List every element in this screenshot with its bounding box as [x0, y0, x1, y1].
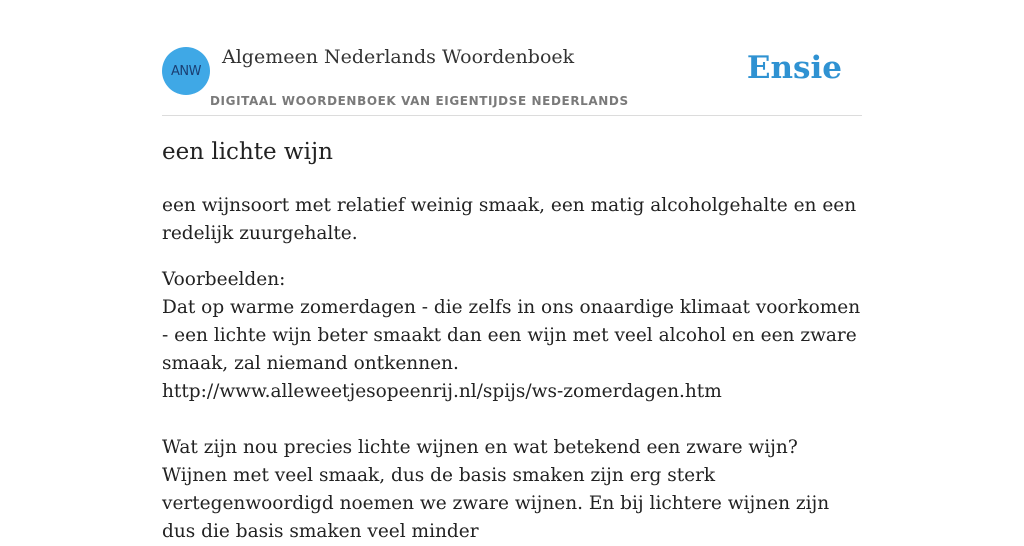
- source-subtitle: DIGITAAL WOORDENBOEK VAN EIGENTIJDSE NEDERLANDS: [210, 94, 629, 108]
- entry-content: [162, 192, 862, 546]
- entry-definition: een wijnsoort met relatief weinig smaak, een matig alcoholgehalte en een redelijk zuurgehalte.: [162, 195, 857, 244]
- examples-section: [162, 266, 862, 406]
- example-text: Dat op warme zomerdagen - die zelfs in ons onaardige klimaat voorkomen - een lichte wijn beter smaakt dan een wijn met veel alcohol en een zware smaak, zal niemand ontkennen.: [162, 297, 861, 374]
- header: [162, 0, 862, 116]
- examples-label: Voorbeelden:: [162, 269, 286, 290]
- anw-logo[interactable]: [162, 47, 210, 95]
- example-source-link[interactable]: http://www.alleweetjesopeenrij.nl/spijs/ws-zomerdagen.htm: [162, 381, 722, 402]
- example-text-2: Wat zijn nou precies lichte wijnen en wat betekend een zware wijn? Wijnen met veel smaak, dus de basis smaken zijn erg sterk vertegenwoordigd noemen we zware wijnen. En bij lichtere wijnen zijn dus die basis smaken veel minder: [162, 437, 830, 542]
- page: [162, 0, 862, 542]
- ensie-brand-link[interactable]: Ensie: [746, 50, 842, 86]
- entry-term: een lichte wijn: [162, 139, 333, 165]
- logo-text: ANW: [171, 63, 201, 79]
- source-title[interactable]: Algemeen Nederlands Woordenboek: [222, 46, 575, 68]
